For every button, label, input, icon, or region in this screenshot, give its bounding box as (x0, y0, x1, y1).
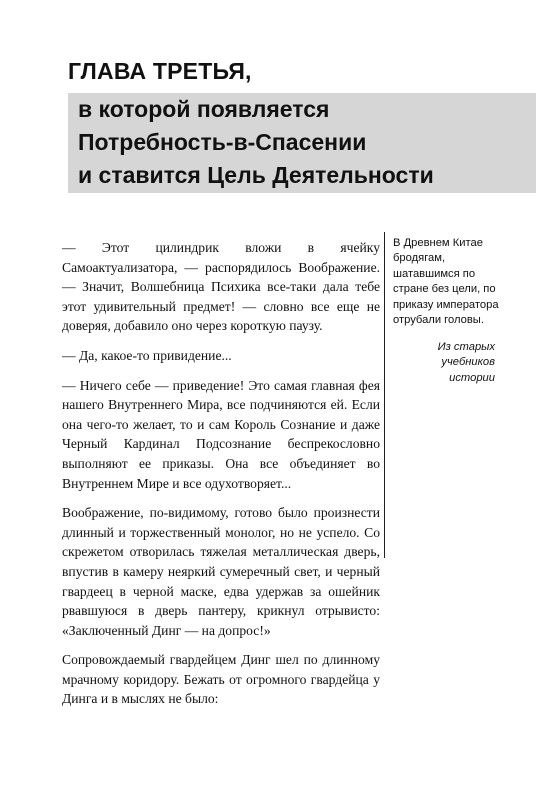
chapter-title-line: в которой появляется (78, 96, 330, 122)
sidenote-text: В Древнем Китае бродягам, шатавшимся по стране без цели, по приказу императора отрубали головы. (393, 237, 499, 327)
paragraph: Воображение, по-видимому, готово было произнести длинный и торжественный монолог, но не успело. Со скрежетом отворилась тяжелая металлическая дверь, впустив в камеру неяркий сумеречный свет, и черный гвардеец в черной маске, едва удержав за ошейник рвавшуюся в дверь пантеру, крикнул отрывисто: «Заключенный Динг — на допрос!» (62, 505, 380, 638)
sidenote-source: Из старых учебников истории (437, 341, 495, 384)
chapter-title-line: и ставится Цель Деятельности (78, 162, 434, 188)
chapter-label: ГЛАВА ТРЕТЬЯ, (68, 58, 252, 84)
paragraph: — Ничего себе — приведение! Это самая главная фея нашего Внутреннего Мира, все подчиняются ей. Если она чего-то желает, то и сам Король Сознание и даже Черный Кардинал Подсознание беспрекословно выполняют ее приказы. Она все объединяет во Внутреннем Мире и все одухотворяет... (62, 377, 380, 491)
paragraph: Сопровождаемый гвардейцем Динг шел по длинному мрачному коридору. Бежать от огромного гвардейца у Динга и в мыслях не было: (62, 652, 380, 707)
paragraph: — Этот цилиндрик вложи в ячейку Самоактуализатора, — распорядилось Воображение. — Значит, Волшебница Психика все-таки дала тебе этот удивительный предмет! — словно все еще не доверяя, добавило оно через короткую паузу. (62, 240, 380, 334)
chapter-title (78, 93, 434, 192)
margin-divider (384, 232, 385, 558)
body-text (62, 238, 380, 719)
paragraph: — Да, какое-то привидение... (62, 347, 232, 363)
chapter-title-line: Потребность-в-Спасении (78, 129, 367, 155)
